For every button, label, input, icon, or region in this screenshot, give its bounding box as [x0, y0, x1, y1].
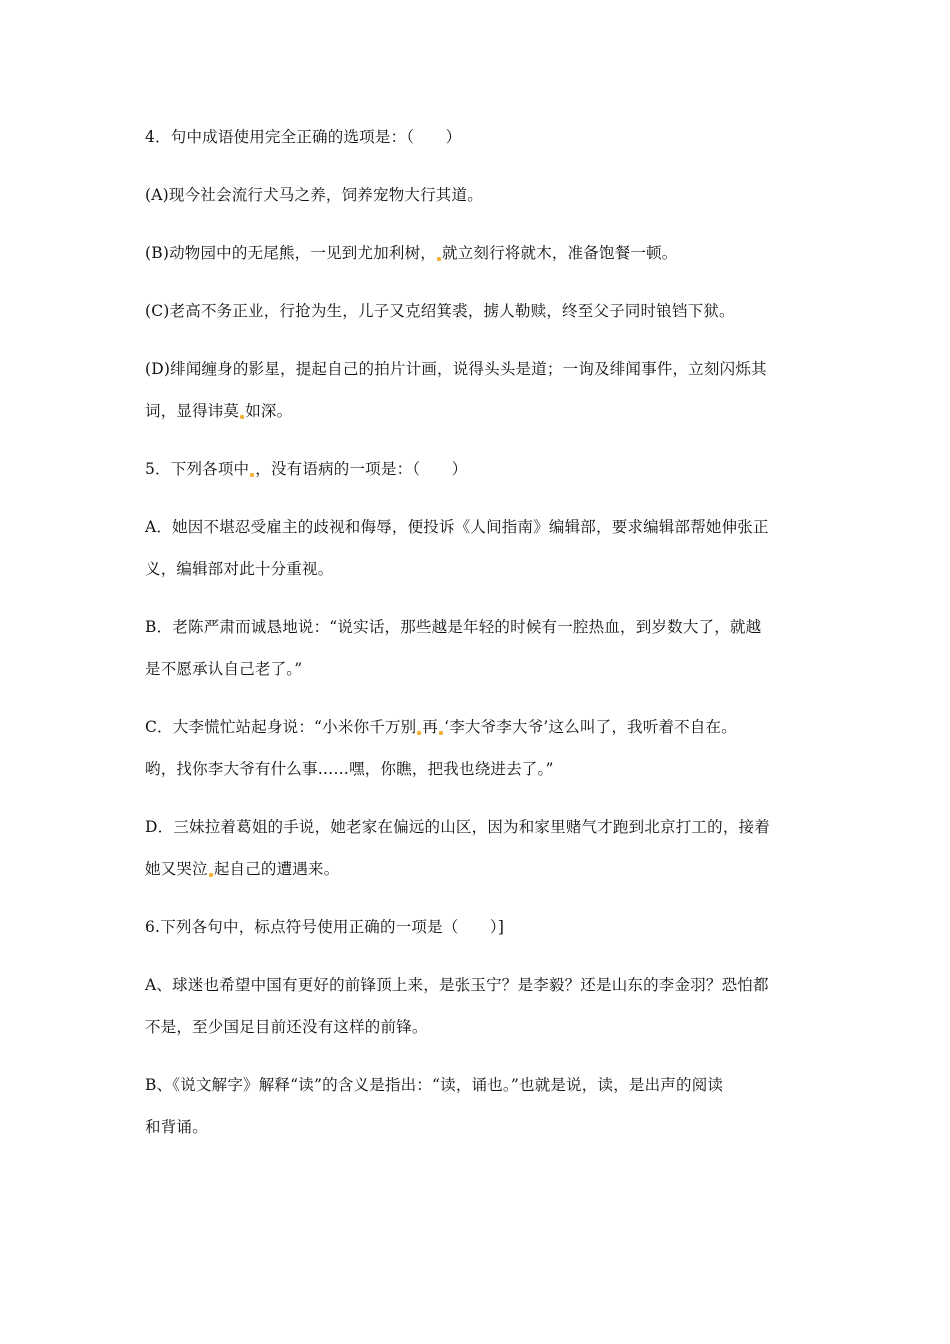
q5-option-b-text-1: B．老陈严肃而诚恳地说：“说实话，那些越是年轻的时候有一腔热血，到岁数大了，就越 — [145, 618, 762, 636]
q5-option-d-text-2a: 她又哭泣 — [145, 860, 208, 878]
emphasis-mark — [437, 257, 441, 261]
q5-option-c-line2 — [145, 758, 554, 780]
q4-option-d-text-2a: 词，显得讳莫 — [145, 402, 240, 420]
q4-option-d-text-1: (D)绯闻缠身的影星，提起自己的拍片计画，说得头头是道；一询及绯闻事件，立刻闪烁其 — [145, 360, 767, 378]
q6-stem-text: 6.下列各句中，标点符号使用正确的一项是（ ）] — [145, 918, 505, 936]
q6-option-a-line1 — [145, 974, 769, 996]
q4-option-c — [145, 300, 735, 322]
q5-stem-text-2: ，没有语病的一项是：（ ） — [255, 460, 468, 478]
q4-option-c-text: (C)老高不务正业，行抢为生，儿子又克绍箕裘，掳人勒赎，终至父子同时锒铛下狱。 — [145, 302, 735, 320]
q5-option-c-text-1c: ‘李大爷李大爷’这么叫了，我听着不自在。 — [444, 718, 737, 736]
emphasis-mark — [439, 731, 443, 735]
q5-option-a-text-2: 义，编辑部对此十分重视。 — [145, 560, 334, 578]
q6-option-a-text-1: A、球迷也希望中国有更好的前锋顶上来，是张玉宁？是李毅？还是山东的李金羽？恐怕都 — [145, 976, 769, 994]
q4-option-a — [145, 184, 483, 206]
q6-option-b-text-2: 和背诵。 — [145, 1118, 208, 1136]
q5-option-c-line1 — [145, 716, 737, 738]
emphasis-mark — [250, 473, 254, 477]
q5-option-b-text-2: 是不愿承认自己老了。” — [145, 660, 303, 678]
q4-option-b-text-1: (B)动物园中的无尾熊，一见到尤加利树， — [145, 244, 436, 262]
q4-option-b-text-2: 就立刻行将就木，准备饱餐一顿。 — [442, 244, 678, 262]
q5-option-d-text-2b: 起自己的遭遇来。 — [213, 860, 340, 878]
q5-option-c-text-2: 哟，找你李大爷有什么事……嘿，你瞧，把我也绕进去了。” — [145, 760, 554, 778]
q5-option-a-line1 — [145, 516, 769, 538]
emphasis-mark — [417, 731, 421, 735]
q4-option-d-line1 — [145, 358, 767, 380]
q6-stem — [145, 916, 504, 938]
q5-option-c-text-1b: 再 — [422, 718, 439, 736]
q4-option-d-line2 — [145, 400, 292, 422]
q4-stem-text: 4．句中成语使用完全正确的选项是：（ ） — [145, 128, 462, 146]
q6-option-b-line1 — [145, 1074, 723, 1096]
q5-option-a-line2 — [145, 558, 333, 580]
q4-option-a-text: (A)现今社会流行犬马之养，饲养宠物大行其道。 — [145, 186, 483, 204]
q4-option-b — [145, 242, 678, 264]
q4-option-d-text-2b: 如深。 — [245, 402, 293, 420]
q5-option-d-line2 — [145, 858, 339, 880]
q5-option-c-text-1a: C．大李慌忙站起身说：“小米你千万别 — [145, 718, 417, 736]
q5-stem — [145, 458, 467, 480]
q5-option-b-line1 — [145, 616, 761, 638]
q6-option-b-text-1: B、《说文解字》解释“读”的含义是指出：“读，诵也。”也就是说，读，是出声的阅读 — [145, 1076, 724, 1094]
q5-stem-text-1: 5．下列各项中 — [145, 460, 250, 478]
emphasis-mark — [240, 415, 244, 419]
emphasis-mark — [209, 873, 213, 877]
q4-stem — [145, 126, 461, 148]
q5-option-a-text-1: A．她因不堪忍受雇主的歧视和侮辱，便投诉《人间指南》编辑部，要求编辑部帮她伸张正 — [145, 518, 769, 536]
q5-option-b-line2 — [145, 658, 302, 680]
q5-option-d-line1 — [145, 816, 770, 838]
q5-option-d-text-1: D．三妹拉着葛姐的手说，她老家在偏远的山区，因为和家里赌气才跑到北京打工的，接着 — [145, 818, 770, 836]
q6-option-a-text-2: 不是，至少国足目前还没有这样的前锋。 — [145, 1018, 428, 1036]
q6-option-b-line2 — [145, 1116, 208, 1138]
q6-option-a-line2 — [145, 1016, 428, 1038]
